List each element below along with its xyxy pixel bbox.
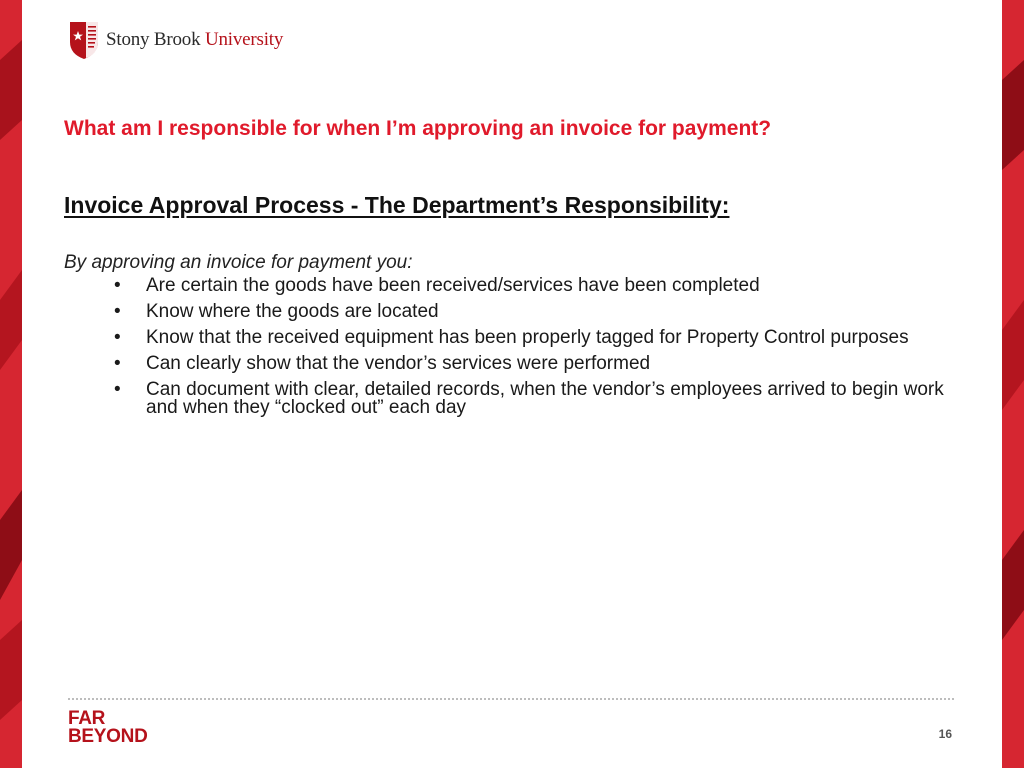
logo-text-accent: University: [204, 29, 284, 50]
bullet-icon: •: [114, 353, 121, 374]
bullet-text: Know that the received equipment has been properly tagged for Property Control purposes: [146, 327, 909, 348]
left-decorative-band: [0, 0, 22, 768]
logo-wordmark: [106, 29, 283, 51]
bullet-icon: •: [114, 327, 121, 348]
bullet-text: Can document with clear, detailed records, when the vendor’s employees arrived to begin work and when they “clocked out” each day: [146, 379, 944, 418]
right-decorative-band: [1002, 0, 1024, 768]
footer-divider: [68, 698, 954, 700]
bullet-text: Are certain the goods have been received/services have been completed: [146, 275, 760, 296]
bullet-icon: •: [114, 301, 121, 322]
list-item: [108, 381, 958, 417]
brand-line-1: FAR: [68, 708, 106, 729]
section-heading: Invoice Approval Process - The Department’s Responsibility:: [64, 192, 730, 218]
slide-question: What am I responsible for when I’m approving an invoice for payment?: [64, 117, 772, 140]
page-number: 16: [938, 727, 952, 741]
list-item: [108, 355, 958, 373]
intro-text: By approving an invoice for payment you:: [64, 252, 413, 273]
bullet-icon: •: [114, 379, 121, 400]
bullet-list: [108, 277, 958, 425]
bullet-text: Can clearly show that the vendor’s services were performed: [146, 353, 651, 374]
list-item: [108, 329, 958, 347]
bullet-icon: •: [114, 275, 121, 296]
far-beyond-logo: [68, 710, 148, 746]
list-item: [108, 277, 958, 295]
bullet-text: Know where the goods are located: [146, 301, 439, 322]
brand-line-2: BEYOND: [68, 726, 148, 747]
shield-star-icon: [68, 20, 100, 60]
logo-text-main: Stony Brook: [106, 29, 205, 50]
university-logo: [68, 20, 283, 60]
list-item: [108, 303, 958, 321]
